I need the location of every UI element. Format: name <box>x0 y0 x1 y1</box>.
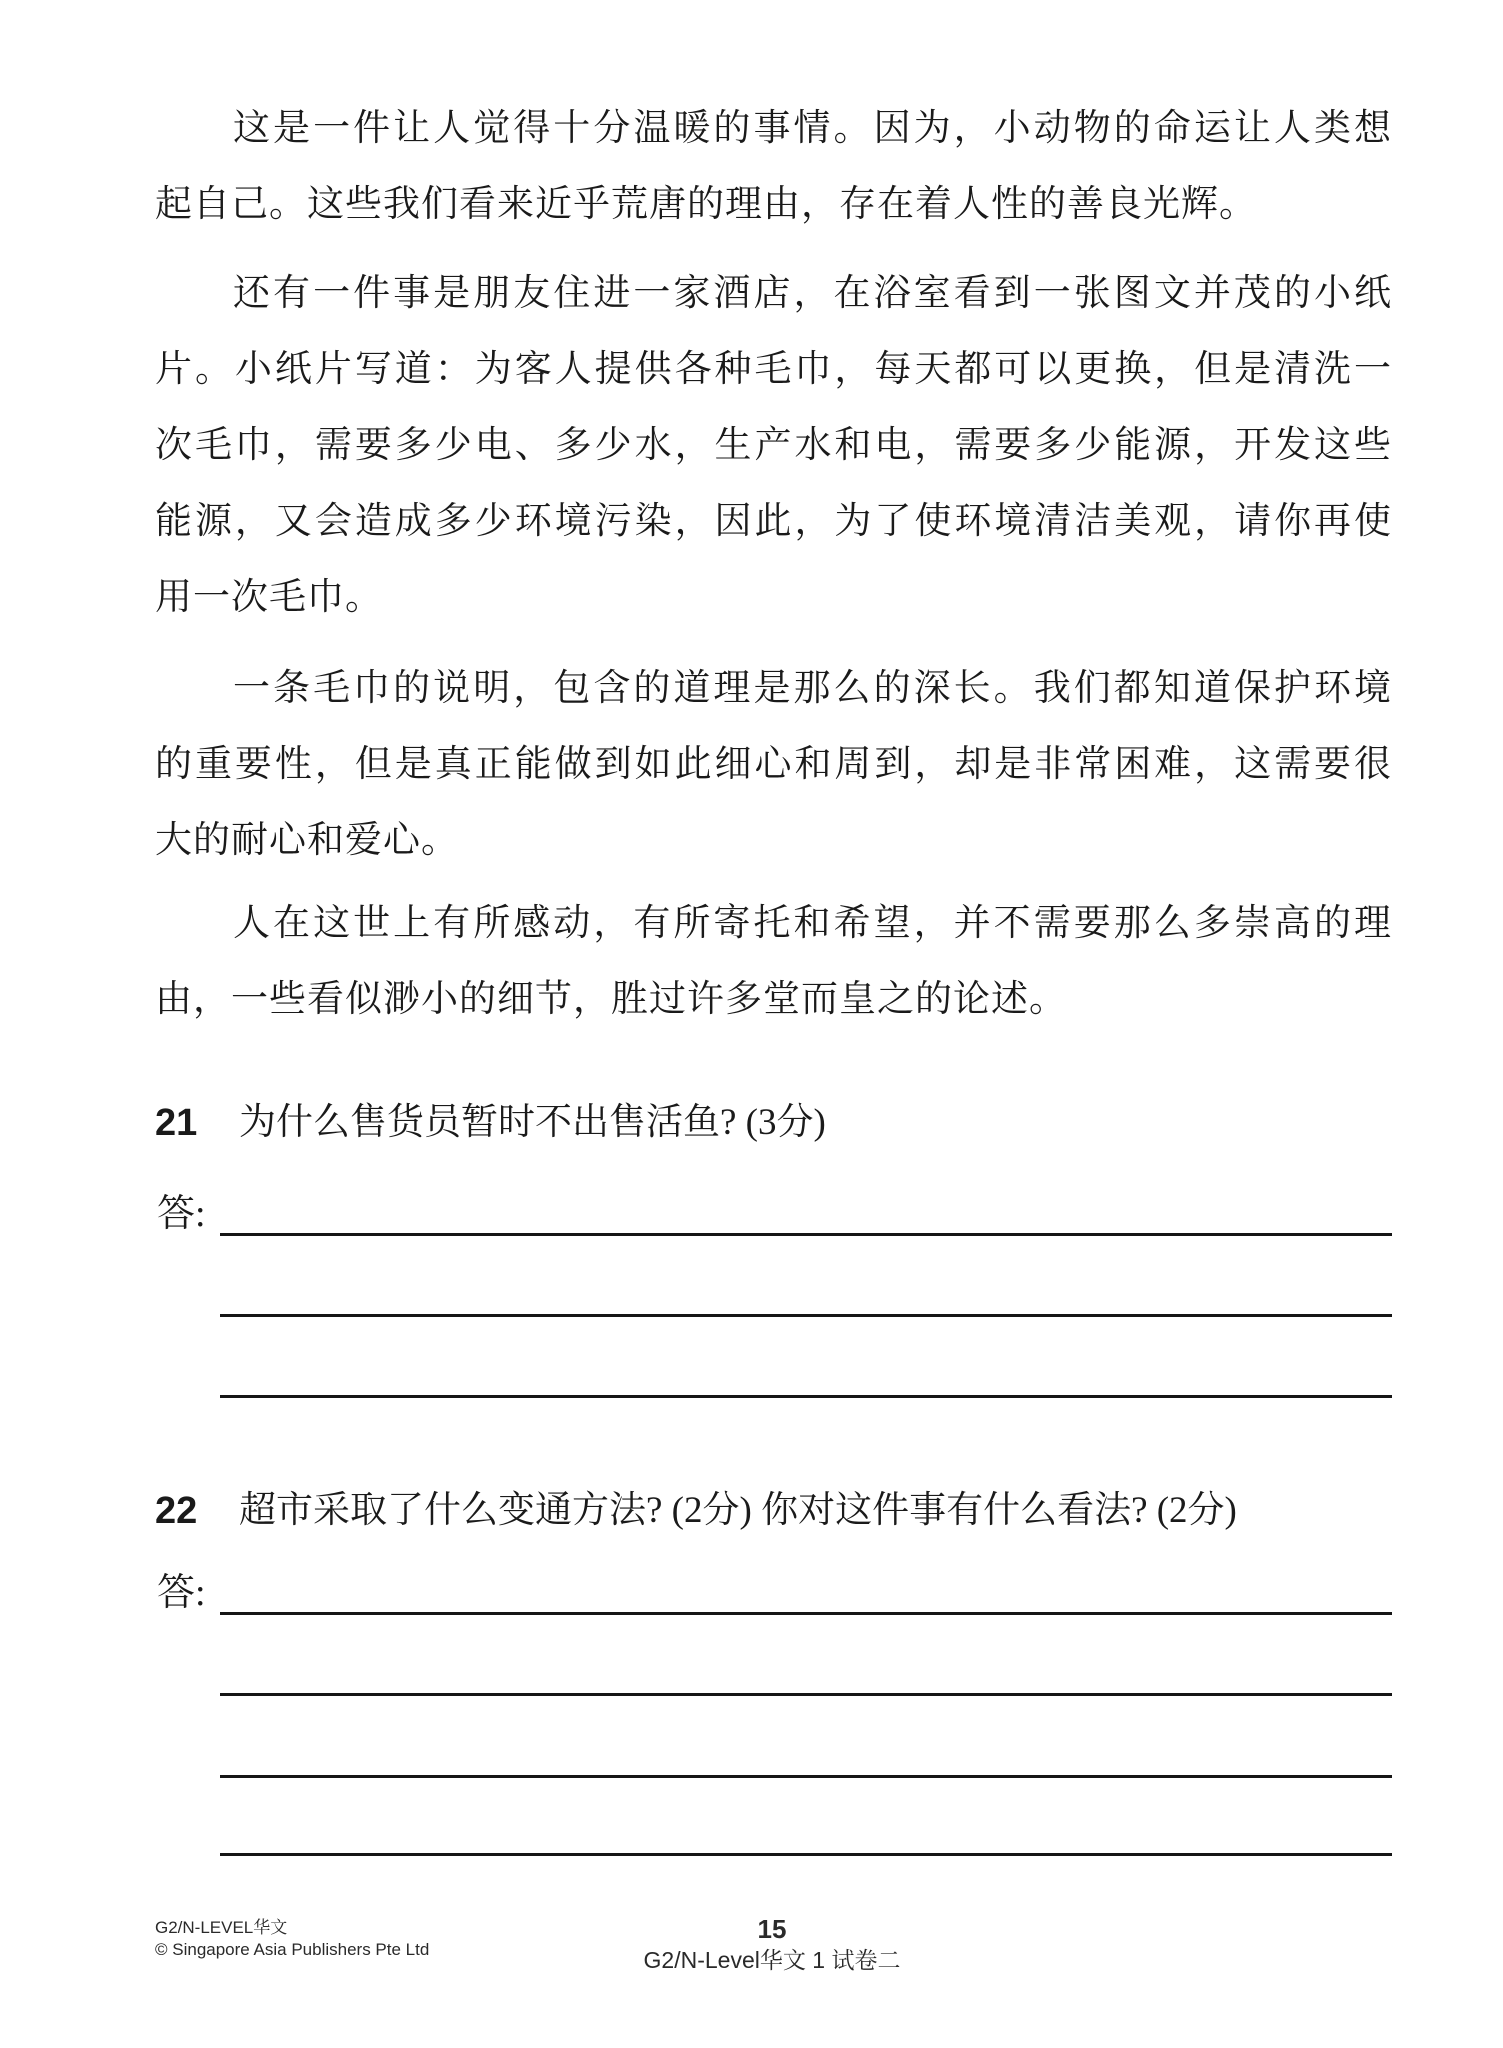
passage-line: 起自己。这些我们看来近乎荒唐的理由，存在着人性的善良光辉。 <box>155 184 1257 225</box>
passage-line: 由，一些看似渺小的细节，胜过许多堂而皇之的论述。 <box>155 979 1067 1020</box>
passage-line: 人在这世上有所感动，有所寄托和希望，并不需要那么多崇高的理 <box>233 903 1392 944</box>
question-22-answer-label: 答: <box>157 1572 206 1614</box>
answer-line <box>220 1853 1392 1856</box>
question-21-number: 21 <box>155 1102 198 1144</box>
passage-paragraph <box>155 886 1392 1038</box>
passage-line: 用一次毛巾。 <box>155 577 383 618</box>
passage-paragraph <box>155 651 1392 879</box>
answer-line <box>220 1775 1392 1778</box>
passage-paragraph <box>155 256 1392 636</box>
footer-series-title: G2/N-LEVEL华文 <box>155 1918 288 1937</box>
passage-line: 还有一件事是朋友住进一家酒店，在浴室看到一张图文并茂的小纸 <box>233 273 1392 314</box>
question-21-answer-label: 答: <box>157 1193 206 1235</box>
question-21 <box>155 1097 1415 1149</box>
answer-line <box>220 1693 1392 1696</box>
answer-line <box>220 1314 1392 1317</box>
passage-line: 片。小纸片写道：为客人提供各种毛巾，每天都可以更换，但是清洗一 <box>155 349 1392 390</box>
footer-center <box>472 1915 1072 1973</box>
question-22 <box>155 1485 1415 1537</box>
answer-line <box>220 1395 1392 1398</box>
page-number: 15 <box>757 1914 787 1944</box>
question-22-text: 超市采取了什么变通方法? (2分) 你对这件事有什么看法? (2分) <box>239 1490 1237 1531</box>
footer-left <box>155 1917 429 1961</box>
question-22-number: 22 <box>155 1490 198 1532</box>
passage-line: 这是一件让人觉得十分温暖的事情。因为，小动物的命运让人类想 <box>233 108 1392 149</box>
passage-line: 大的耐心和爱心。 <box>155 820 459 861</box>
passage-line: 的重要性，但是真正能做到如此细心和周到，却是非常困难，这需要很 <box>155 744 1392 785</box>
answer-line <box>220 1233 1392 1236</box>
passage-line: 能源，又会造成多少环境污染，因此，为了使环境清洁美观，请你再使 <box>155 501 1392 542</box>
question-21-text: 为什么售货员暂时不出售活鱼? (3分) <box>239 1102 826 1143</box>
footer-copyright: © Singapore Asia Publishers Pte Ltd <box>155 1940 430 1959</box>
passage-line: 次毛巾，需要多少电、多少水，生产水和电，需要多少能源，开发这些 <box>155 425 1392 466</box>
answer-line <box>220 1612 1392 1615</box>
passage-line: 一条毛巾的说明，包含的道理是那么的深长。我们都知道保护环境 <box>233 668 1392 709</box>
footer-paper-caption: G2/N-Level华文 1 试卷二 <box>643 1947 901 1973</box>
passage-paragraph <box>155 91 1392 243</box>
